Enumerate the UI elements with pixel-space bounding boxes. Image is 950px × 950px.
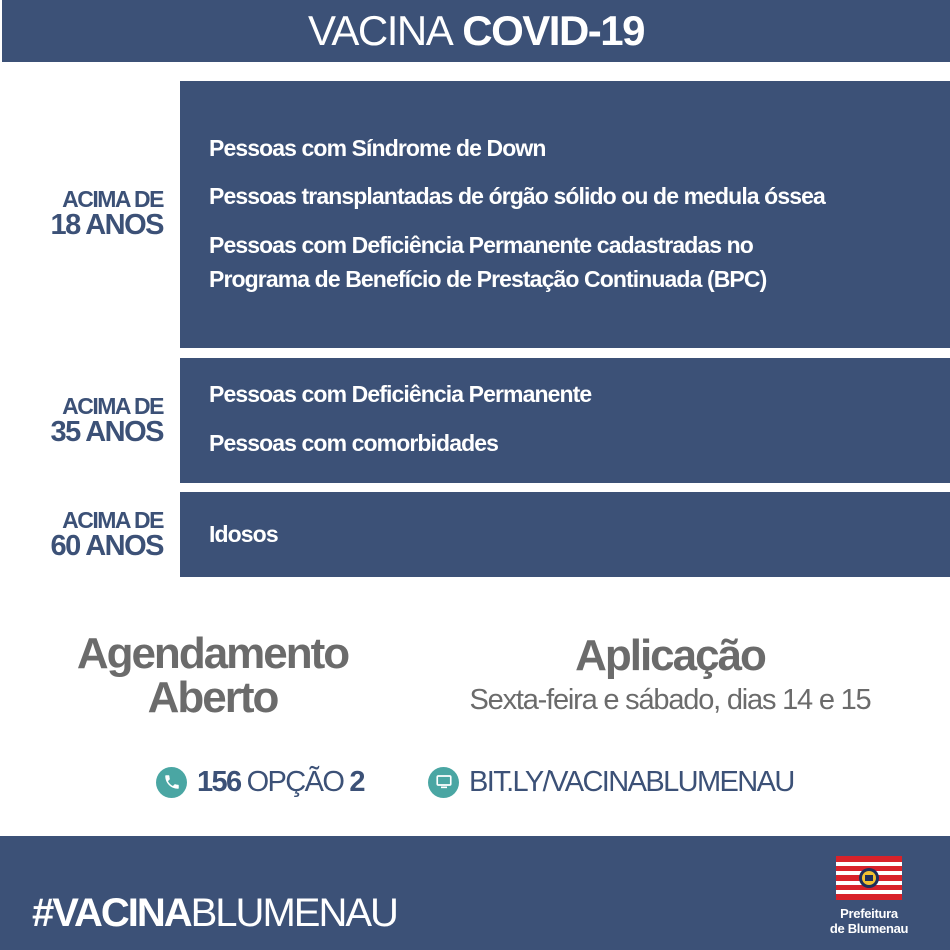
agendamento-line2: Aberto	[147, 673, 278, 722]
aplicacao-block	[440, 632, 900, 720]
website-link[interactable]	[428, 764, 800, 800]
hashtag-bold: #VACINA	[32, 891, 191, 935]
logo-line1: Prefeitura	[840, 906, 898, 921]
age-label-18	[0, 186, 163, 241]
website-url: BIT.LY/VACINABLUMENAU	[469, 765, 794, 798]
group-item: Pessoas com Deficiência Permanente cadastradas no	[209, 232, 753, 258]
age-label-line1: ACIMA DE	[62, 393, 163, 419]
group-item: Idosos	[209, 521, 278, 547]
aplicacao-title: Aplicação	[575, 631, 765, 680]
age-label-line2: 18 ANOS	[50, 209, 163, 241]
age-label-line2: 60 ANOS	[50, 530, 163, 562]
group-item: Pessoas com Síndrome de Down	[209, 135, 546, 161]
phone-icon	[156, 767, 187, 798]
logo-line2: de Blumenau	[829, 921, 909, 936]
age-label-35	[0, 393, 163, 448]
age-label-60	[0, 507, 163, 562]
page-header	[2, 0, 950, 62]
prefeitura-logo	[814, 856, 924, 946]
phone-contact[interactable]	[156, 764, 370, 800]
group-box-35	[180, 358, 950, 483]
phone-option-number: 2	[349, 765, 364, 798]
agendamento-heading	[0, 629, 425, 722]
group-item: Pessoas com Deficiência Permanente	[209, 381, 592, 407]
group-item: Programa de Benefício de Prestação Continuada (BPC)	[209, 266, 767, 292]
header-title-light: VACINA	[308, 7, 453, 54]
footer-bar	[0, 836, 950, 950]
phone-number: 156	[197, 765, 241, 798]
age-label-line1: ACIMA DE	[62, 186, 163, 212]
group-box-18	[180, 81, 950, 348]
phone-option-label: OPÇÃO	[246, 765, 344, 798]
agendamento-line1: Agendamento	[76, 629, 349, 678]
hashtag-light: BLUMENAU	[190, 891, 397, 935]
aplicacao-subtitle: Sexta-feira e sábado, dias 14 e 15	[469, 684, 871, 716]
age-label-line1: ACIMA DE	[62, 507, 163, 533]
group-item: Pessoas transplantadas de órgão sólido ou de medula óssea	[209, 183, 825, 209]
blumenau-flag-icon	[836, 856, 902, 900]
hashtag	[32, 888, 397, 938]
monitor-icon	[428, 767, 459, 798]
age-label-line2: 35 ANOS	[50, 416, 163, 448]
group-box-60	[180, 492, 950, 577]
group-item: Pessoas com comorbidades	[209, 430, 499, 456]
header-title-bold: COVID-19	[462, 7, 644, 54]
